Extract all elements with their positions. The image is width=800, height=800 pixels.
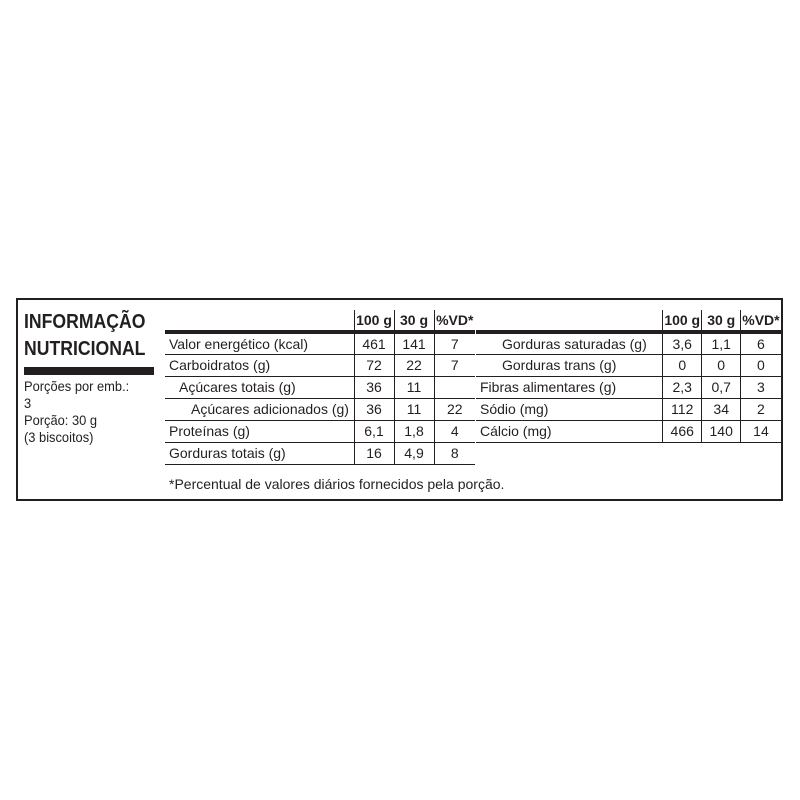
value-100g: 2,3 (662, 376, 702, 398)
portions-per-package-value: 3 (24, 395, 32, 411)
value-100g: 72 (354, 354, 394, 376)
value-vd: 7 (434, 354, 475, 376)
table-row (476, 420, 781, 442)
value-30g: 1,8 (394, 420, 434, 442)
value-vd: 3 (740, 376, 781, 398)
nutrient-label: Carboidratos (g) (165, 354, 354, 376)
title-line-1: INFORMAÇÃO (24, 310, 146, 333)
nutrients-table-left (165, 310, 475, 465)
table-row (476, 354, 781, 376)
panel-title (24, 308, 146, 362)
table-row (165, 442, 475, 464)
nutrient-label: Açúcares adicionados (g) (165, 398, 354, 420)
portion-description: (3 biscoitos) (24, 429, 94, 445)
table-row (476, 376, 781, 398)
value-vd: 8 (434, 442, 475, 464)
value-100g: 112 (662, 398, 702, 420)
table-row (165, 398, 475, 420)
table-row (165, 376, 475, 398)
nutrients-table-right (476, 310, 781, 443)
value-30g: 141 (394, 332, 434, 354)
value-vd: 14 (740, 420, 781, 442)
value-100g: 36 (354, 398, 394, 420)
value-30g: 11 (394, 376, 434, 398)
value-vd: 4 (434, 420, 475, 442)
nutrient-label: Açúcares totais (g) (165, 376, 354, 398)
value-vd: 22 (434, 398, 475, 420)
header-100g: 100 g (354, 310, 394, 332)
header-vd: %VD* (740, 310, 781, 332)
title-line-2: NUTRICIONAL (24, 337, 146, 360)
nutrient-label: Valor energético (kcal) (165, 332, 354, 354)
footnote: *Percentual de valores diários fornecidos pela porção. (169, 476, 505, 492)
value-30g: 140 (702, 420, 740, 442)
value-100g: 36 (354, 376, 394, 398)
header-30g: 30 g (702, 310, 740, 332)
header-30g: 30 g (394, 310, 434, 332)
header-label-cell (165, 310, 354, 332)
portions-per-package-label: Porções por emb.: (24, 378, 130, 394)
value-vd: 6 (740, 332, 781, 354)
value-30g: 22 (394, 354, 434, 376)
value-vd (434, 376, 475, 398)
value-30g: 0,7 (702, 376, 740, 398)
value-100g: 461 (354, 332, 394, 354)
header-vd: %VD* (434, 310, 475, 332)
table-row (476, 398, 781, 420)
portion-info (24, 378, 153, 446)
nutrient-label: Gorduras totais (g) (165, 442, 354, 464)
table-header-row (165, 310, 475, 332)
value-100g: 0 (662, 354, 702, 376)
value-100g: 16 (354, 442, 394, 464)
value-100g: 3,6 (662, 332, 702, 354)
nutrient-label: Fibras alimentares (g) (476, 376, 662, 398)
portion-size: Porção: 30 g (24, 412, 98, 428)
nutrient-label: Gorduras trans (g) (476, 354, 662, 376)
header-100g: 100 g (662, 310, 702, 332)
value-30g: 0 (702, 354, 740, 376)
title-divider-bar (24, 367, 154, 375)
nutrition-facts-panel (16, 298, 783, 501)
nutrient-label: Cálcio (mg) (476, 420, 662, 442)
value-30g: 4,9 (394, 442, 434, 464)
value-100g: 466 (662, 420, 702, 442)
nutrient-label: Gorduras saturadas (g) (476, 332, 662, 354)
table-row (165, 332, 475, 354)
value-vd: 2 (740, 398, 781, 420)
value-30g: 34 (702, 398, 740, 420)
value-30g: 11 (394, 398, 434, 420)
value-vd: 0 (740, 354, 781, 376)
table-header-row (476, 310, 781, 332)
table-row (165, 354, 475, 376)
nutrient-label: Sódio (mg) (476, 398, 662, 420)
nutrient-label: Proteínas (g) (165, 420, 354, 442)
value-30g: 1,1 (702, 332, 740, 354)
value-100g: 6,1 (354, 420, 394, 442)
table-row (165, 420, 475, 442)
header-label-cell (476, 310, 662, 332)
table-row (476, 332, 781, 354)
value-vd: 7 (434, 332, 475, 354)
